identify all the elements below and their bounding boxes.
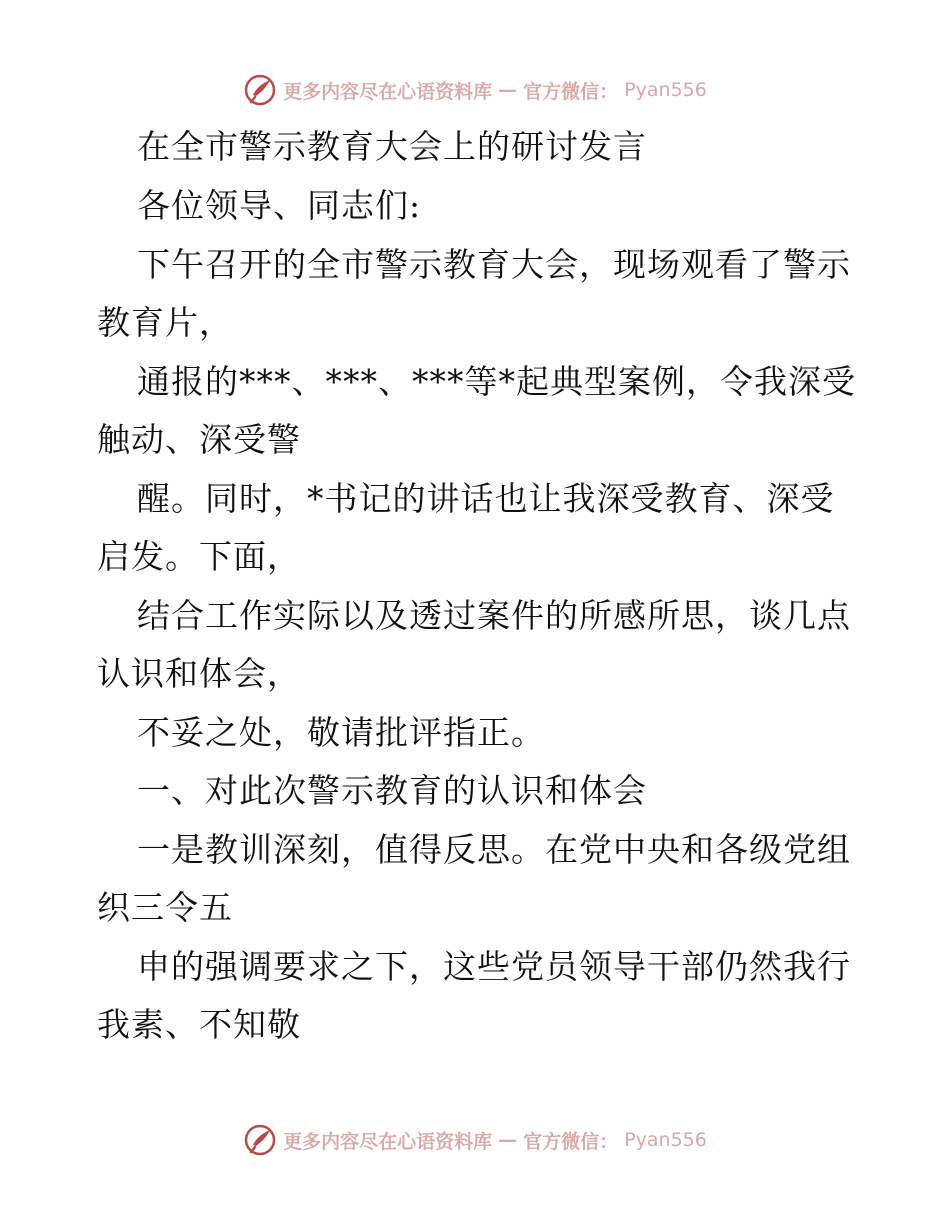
paragraph-line: 下午召开的全市警示教育大会，现场观看了警示 [137, 245, 851, 284]
header-banner [0, 70, 950, 110]
banner-wechat-label: 官方微信： [523, 80, 619, 103]
paragraph-line: 启发。下面， [97, 537, 301, 576]
paragraph-line: 醒。同时，*书记的讲话也让我深受教育、深受 [137, 479, 835, 518]
quill-heart-logo-icon [243, 1123, 277, 1157]
document-title: 在全市警示教育大会上的研讨发言 [137, 127, 647, 166]
banner-dash: — [498, 79, 518, 101]
banner-wechat-id: Pyan556 [624, 1129, 707, 1151]
section-heading: 一、对此次警示教育的认识和体会 [137, 771, 647, 810]
banner-dash: — [498, 1129, 518, 1151]
paragraph-line: 织三令五 [97, 888, 233, 927]
salutation: 各位领导、同志们: [137, 186, 422, 225]
paragraph-line: 结合工作实际以及透过案件的所感所思，谈几点 [137, 596, 851, 635]
banner-text: 更多内容尽在心语资料库 [283, 1130, 493, 1153]
paragraph-line: 通报的***、***、***等*起典型案例，令我深受 [137, 362, 856, 401]
banner-wechat-label: 官方微信： [523, 1130, 619, 1153]
paragraph-line: 触动、深受警 [97, 420, 301, 459]
paragraph-line: 申的强调要求之下，这些党员领导干部仍然我行 [137, 947, 851, 986]
quill-heart-logo-icon [243, 73, 277, 107]
paragraph-line: 一是教训深刻，值得反思。在党中央和各级党组 [137, 830, 851, 869]
banner-wechat-id: Pyan556 [624, 79, 707, 101]
paragraph-line: 认识和体会， [97, 654, 301, 693]
paragraph-line: 我素、不知敬 [97, 1005, 301, 1044]
banner-text: 更多内容尽在心语资料库 [283, 80, 493, 103]
paragraph-line: 教育片， [97, 303, 233, 342]
paragraph-line: 不妥之处，敬请批评指正。 [137, 713, 545, 752]
footer-banner [0, 1120, 950, 1160]
